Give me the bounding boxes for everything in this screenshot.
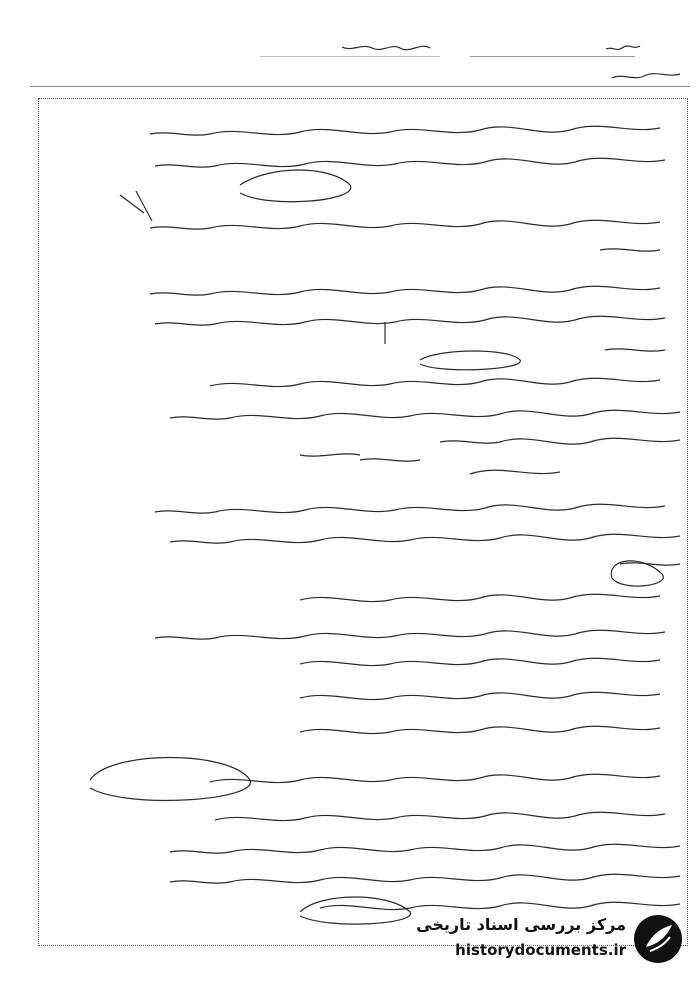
watermark [394,907,684,971]
watermark-title: مرکز بررسی اسناد تاریخی [416,915,626,934]
document-border [38,98,688,946]
archive-seal-icon [632,913,684,965]
watermark-url: historydocuments.ir [455,941,626,959]
